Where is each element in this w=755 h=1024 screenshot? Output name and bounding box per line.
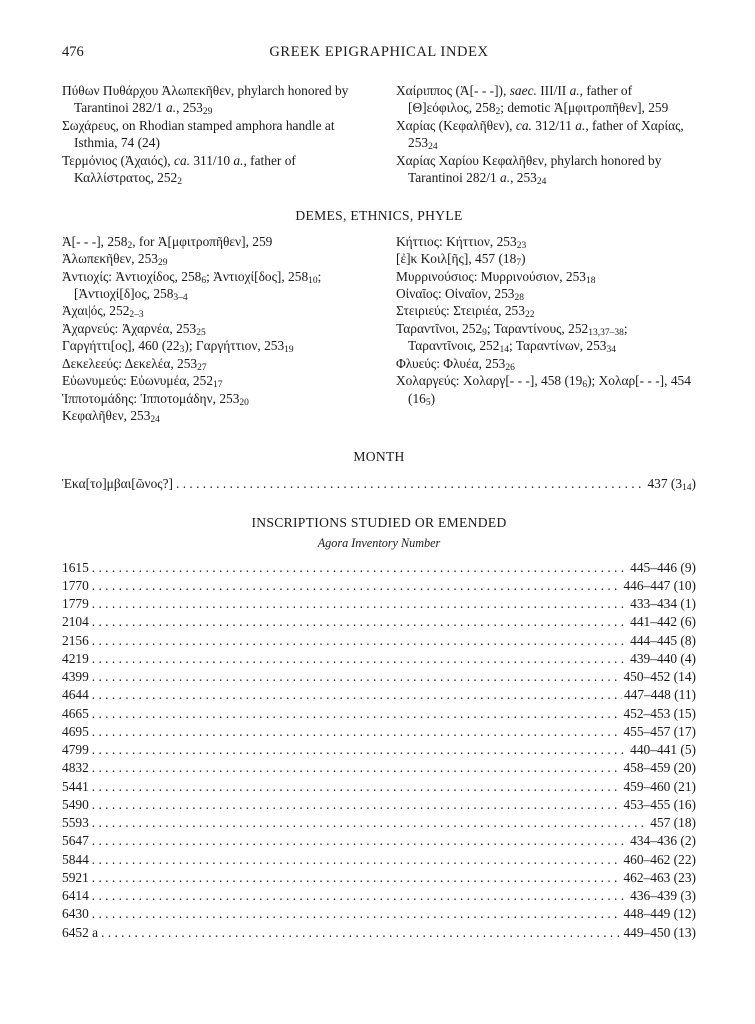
- inventory-number: 4644: [62, 687, 89, 703]
- text-run: Χολαργεύς: Χολαργ[- - -], 458 (19: [396, 373, 583, 389]
- page-reference: 440–441 (5): [630, 742, 696, 758]
- inventory-number: 1615: [62, 559, 89, 575]
- index-entry: [62, 117, 362, 152]
- index-entry: [62, 302, 362, 319]
- inventory-number: 4832: [62, 760, 89, 776]
- subscript-line-ref: 9: [482, 327, 487, 338]
- index-entry: [396, 320, 696, 355]
- inventory-number: 6430: [62, 906, 89, 922]
- index-entry: [62, 268, 362, 303]
- subscript-line-ref: 29: [157, 258, 168, 269]
- index-entry: [62, 372, 362, 389]
- subscript-line-ref: 2: [495, 107, 501, 118]
- running-title: GREEK EPIGRAPHICAL INDEX: [269, 44, 489, 60]
- names-right-column: [396, 82, 696, 186]
- index-entry: [396, 372, 696, 407]
- text-run: Χαρίας Χαρίου Κεφαλῆθεν, phylarch honored by Tarantinoi 282/1: [396, 152, 662, 186]
- inventory-row: [62, 796, 696, 814]
- page-reference: 450–452 (14): [623, 669, 696, 685]
- inventory-number: 4665: [62, 705, 89, 721]
- subscript-line-ref: 18: [586, 275, 596, 286]
- subscript-line-ref: 3–4: [173, 293, 188, 304]
- inventory-row: [62, 778, 696, 796]
- subscript-line-ref: 26: [505, 362, 515, 373]
- subscript-line-ref: 6: [582, 380, 588, 391]
- subscript-line-ref: 5: [425, 397, 431, 408]
- page-reference: 462–463 (23): [623, 869, 696, 885]
- subscript-line-ref: 23: [516, 240, 527, 251]
- text-run: , father of Χαρίας, 253: [408, 117, 684, 151]
- inventory-row: [62, 905, 696, 923]
- subscript-line-ref: 22: [524, 310, 535, 321]
- month-entry: [62, 475, 696, 493]
- month-label: Ἑκα[το]μβαι[ῶνος?]: [62, 475, 173, 491]
- subscript-line-ref: 14: [499, 345, 509, 356]
- italic-abbrev: a.: [233, 152, 244, 168]
- inventory-row: [62, 705, 696, 723]
- inventory-list: [62, 559, 696, 942]
- index-entry: [62, 337, 362, 354]
- inventory-row: [62, 650, 696, 668]
- dot-leader: [92, 905, 622, 922]
- dot-leader: [92, 778, 622, 795]
- text-run: , 253: [176, 100, 203, 116]
- inventory-row: [62, 559, 696, 577]
- index-entry: [396, 355, 696, 372]
- inventory-row: [62, 723, 696, 741]
- index-entry: [396, 302, 696, 319]
- inventory-number: 4799: [62, 742, 89, 758]
- demes-right-column: [396, 233, 696, 424]
- inventory-row: [62, 632, 696, 650]
- dot-leader: [92, 650, 628, 667]
- text-run: Χαρίας (Κεφαλῆθεν),: [396, 117, 516, 133]
- index-entry: [396, 152, 696, 187]
- text-run: Ἀχαρνεύς: Ἀχαρνέα, 253: [62, 320, 197, 336]
- text-run: Στειριεύς: Στειριέα, 253: [396, 303, 525, 319]
- dot-leader: [92, 887, 628, 904]
- subscript-line-ref: 7: [516, 258, 522, 269]
- subscript-line-ref: 29: [202, 107, 213, 118]
- text-run: ); Χολαρ[- - -], 454 (16: [408, 373, 691, 406]
- text-run: , father of Καλλίστρατος, 252: [74, 152, 296, 186]
- subscript-line-ref: 14: [682, 482, 692, 493]
- index-entry: [396, 82, 696, 117]
- text-run: Ταραντῖνοι, 252: [396, 320, 483, 336]
- dot-leader: [92, 559, 628, 576]
- index-entry: [396, 250, 696, 267]
- text-run: ; Ταραντίνων, 253: [508, 338, 607, 354]
- text-run: Κήττιος: Κήττιον, 253: [396, 233, 517, 249]
- page-reference: 439–440 (4): [630, 650, 696, 666]
- subscript-line-ref: 28: [514, 293, 524, 304]
- text-run: Ἱπποτομάδης: Ἱπποτομάδην, 253: [62, 390, 240, 406]
- italic-abbrev: ca.: [515, 117, 532, 133]
- text-run: Σωχάρευς, on Rhodian stamped amphora handle at Isthmia, 74 (24): [62, 117, 335, 151]
- page-reference: 445–446 (9): [630, 559, 696, 575]
- italic-abbrev: a.: [166, 100, 177, 116]
- index-page: [62, 44, 696, 942]
- inventory-number: 5441: [62, 778, 89, 794]
- page-reference: 458–459 (20): [623, 760, 696, 776]
- text-run: Κεφαλῆθεν, 253: [62, 407, 151, 423]
- text-run: ): [691, 475, 696, 491]
- inventory-number: 5921: [62, 869, 89, 885]
- inventory-number: 2104: [62, 614, 89, 630]
- text-run: 311/10: [190, 152, 234, 168]
- subscript-line-ref: 27: [197, 362, 207, 373]
- text-run: ; Ἀντιοχί[δος], 258: [206, 268, 309, 284]
- index-entry: [62, 320, 362, 337]
- subscript-line-ref: 2: [127, 240, 133, 251]
- dot-leader: [92, 832, 628, 849]
- subscript-line-ref: 19: [284, 345, 294, 356]
- page-number: 476: [62, 44, 84, 60]
- text-run: Δεκελεεύς: Δεκελέα, 253: [62, 355, 198, 371]
- page-reference: 434–436 (2): [630, 833, 696, 849]
- text-run: Τερμόνιος (Ἀχαιός),: [62, 152, 174, 168]
- text-run: 312/11: [531, 117, 576, 133]
- index-entry: [62, 250, 362, 267]
- italic-abbrev: saec.: [509, 83, 537, 98]
- subscript-line-ref: 34: [606, 345, 616, 356]
- dot-leader: [92, 759, 622, 776]
- index-entry: [62, 355, 362, 372]
- italic-abbrev: a.: [500, 170, 511, 186]
- subscript-line-ref: 24: [150, 414, 160, 425]
- dot-leader: [176, 475, 645, 492]
- text-run: ): [521, 251, 526, 267]
- index-entry: [396, 233, 696, 250]
- inventory-number: 4219: [62, 650, 89, 666]
- text-run: Ἀ[- - -], 258: [62, 233, 128, 249]
- subscript-line-ref: 13,37–38: [588, 327, 624, 338]
- page-reference: 446–447 (10): [623, 577, 696, 593]
- page-reference: 455–457 (17): [623, 723, 696, 739]
- text-run: Μυρρινούσιος: Μυρρινούσιον, 253: [396, 268, 587, 284]
- inventory-number: 5593: [62, 815, 89, 831]
- text-run: ): [430, 390, 436, 406]
- dot-leader: [92, 723, 622, 740]
- demes-section: [62, 233, 696, 424]
- dot-leader: [92, 705, 622, 722]
- month-reference: [645, 475, 696, 492]
- page-reference: 444–445 (8): [630, 632, 696, 648]
- inventory-row: [62, 668, 696, 686]
- text-run: ; Ταραντῖνοις, 252: [408, 320, 628, 354]
- text-run: ; demotic Ἀ[μφιτροπῆθεν], 259: [500, 100, 669, 116]
- dot-leader: [92, 613, 628, 630]
- text-run: Φλυεύς: Φλυέα, 253: [396, 355, 506, 371]
- inventory-number: 2156: [62, 632, 89, 648]
- text-run: Οἰναῖος: Οἰναῖον, 253: [396, 286, 515, 302]
- index-entry: [62, 390, 362, 407]
- dot-leader: [92, 632, 628, 649]
- month-heading: MONTH: [353, 449, 405, 465]
- text-run: Χαίριππος (Ἀ[- - -]),: [396, 83, 510, 98]
- demes-left-column: [62, 233, 362, 424]
- page-reference: 441–442 (6): [630, 614, 696, 630]
- subscript-line-ref: 3: [179, 345, 185, 356]
- dot-leader: [92, 814, 648, 831]
- dot-leader: [101, 924, 621, 941]
- inventory-row: [62, 577, 696, 595]
- inventory-row: [62, 741, 696, 759]
- text-run: [ἐ]κ Κοιλ[ῆς], 457 (18: [396, 251, 517, 267]
- dot-leader: [92, 851, 622, 868]
- subscript-line-ref: 24: [428, 142, 438, 153]
- subscript-line-ref: 25: [196, 327, 206, 338]
- index-entry: [62, 407, 362, 424]
- subscript-line-ref: 10: [308, 275, 318, 286]
- text-run: Εὐωνυμεύς: Εὐωνυμέα, 252: [62, 373, 214, 389]
- text-run: Γαργήττι[ος], 460 (22: [62, 338, 180, 354]
- inventory-row: [62, 869, 696, 887]
- text-run: 437 (3: [647, 475, 683, 491]
- running-head: [62, 44, 696, 64]
- inventory-row: [62, 924, 696, 942]
- inventory-subheading: Agora Inventory Number: [317, 536, 441, 551]
- page-reference: 453–455 (16): [623, 796, 696, 812]
- subscript-line-ref: 2–3: [129, 310, 144, 321]
- page-reference: 459–460 (21): [623, 778, 696, 794]
- text-run: , for Ἀ[μφιτροπῆθεν], 259: [132, 233, 273, 249]
- text-run: ); Γαργήττιον, 253: [184, 338, 285, 354]
- inventory-row: [62, 759, 696, 777]
- inventory-number: 4399: [62, 669, 89, 685]
- inventory-number: 5647: [62, 833, 89, 849]
- text-run: Πύθων Πυθάρχου Ἀλωπεκῆθεν, phylarch honored by Tarantinoi 282/1: [62, 83, 349, 116]
- demes-heading: DEMES, ETHNICS, PHYLE: [295, 208, 463, 224]
- index-entry: [62, 82, 362, 117]
- page-reference: 433–434 (1): [630, 596, 696, 612]
- inventory-row: [62, 887, 696, 905]
- italic-abbrev: a.: [575, 117, 586, 133]
- index-entry: [396, 268, 696, 285]
- names-left-column: [62, 82, 362, 186]
- inventory-number: 1779: [62, 596, 89, 612]
- personal-names-continued: [62, 82, 696, 186]
- inventory-row: [62, 851, 696, 869]
- text-run: ; Ταραντίνους, 252: [486, 320, 589, 336]
- page-reference: 448–449 (12): [623, 906, 696, 922]
- inventory-row: [62, 613, 696, 631]
- subscript-line-ref: 20: [239, 397, 249, 408]
- inventory-row: [62, 595, 696, 613]
- page-reference: 447–448 (11): [623, 687, 696, 703]
- dot-leader: [92, 595, 628, 612]
- inventory-number: 1770: [62, 577, 89, 593]
- index-entry: [62, 233, 362, 250]
- dot-leader: [92, 869, 622, 886]
- subscript-line-ref: 6: [201, 275, 207, 286]
- text-run: , father of [Θ]εόφιλος, 258: [408, 83, 633, 116]
- inventory-number: 6414: [62, 888, 89, 904]
- inventory-row: [62, 832, 696, 850]
- subscript-line-ref: 2: [177, 177, 182, 188]
- page-reference: 449–450 (13): [623, 924, 696, 940]
- text-run: Ἀντιοχίς: Ἀντιοχίδος, 258: [62, 268, 202, 284]
- page-reference: 460–462 (22): [623, 851, 696, 867]
- dot-leader: [92, 741, 628, 758]
- subscript-line-ref: 17: [213, 380, 223, 391]
- text-run: ; [Ἀντιοχί[δ]ος, 258: [74, 268, 322, 302]
- page-reference: 452–453 (15): [623, 705, 696, 721]
- text-run: Ἀλωπεκῆθεν, 253: [62, 251, 158, 267]
- inventory-number: 6452 a: [62, 924, 99, 940]
- text-run: Ἀχαι|ός, 252: [62, 303, 130, 319]
- inventory-row: [62, 686, 696, 704]
- dot-leader: [92, 577, 622, 594]
- dot-leader: [92, 686, 622, 703]
- italic-abbrev: ca.: [174, 152, 190, 168]
- inventory-row: [62, 814, 696, 832]
- index-entry: [396, 285, 696, 302]
- inventory-number: 4695: [62, 723, 89, 739]
- dot-leader: [92, 796, 622, 813]
- index-entry: [396, 117, 696, 152]
- page-reference: 457 (18): [650, 815, 696, 831]
- inventory-number: 5490: [62, 796, 89, 812]
- index-entry: [62, 152, 362, 187]
- dot-leader: [92, 668, 622, 685]
- subscript-line-ref: 24: [536, 177, 547, 188]
- text-run: , 253: [510, 170, 537, 186]
- inventory-number: 5844: [62, 851, 89, 867]
- inscriptions-heading: INSCRIPTIONS STUDIED OR EMENDED: [251, 514, 507, 530]
- italic-abbrev: a.: [569, 83, 580, 98]
- page-reference: 436–439 (3): [630, 888, 696, 904]
- text-run: III/II: [536, 83, 570, 98]
